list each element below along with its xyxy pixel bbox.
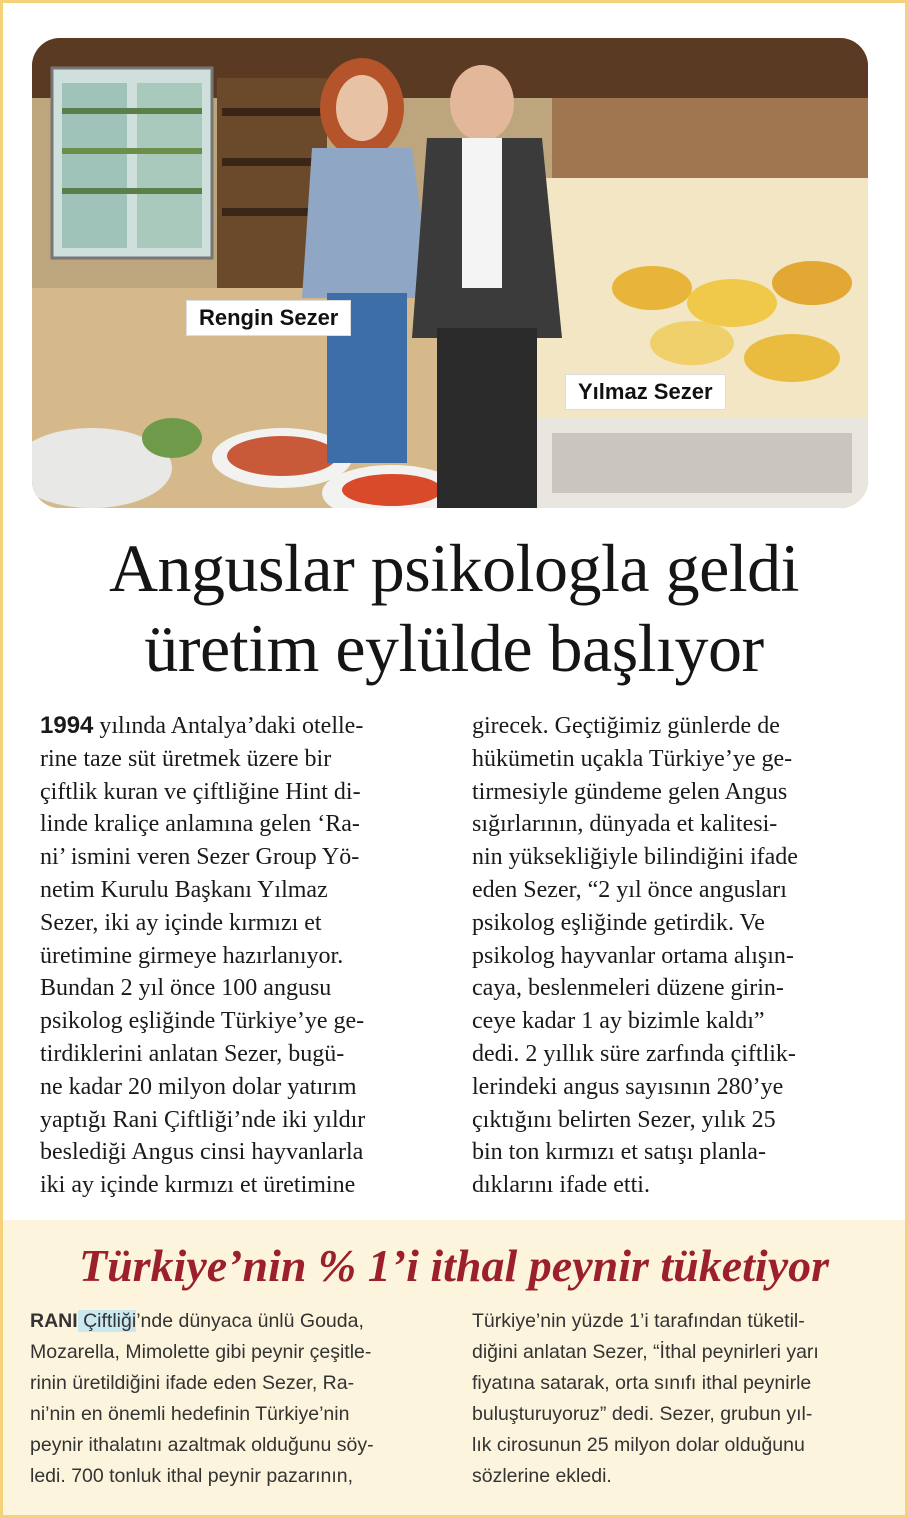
article-line: beslediği Angus cinsi hayvanlarla	[40, 1139, 364, 1166]
sidebar-line: RANI Çiftliği’nde dünyaca ünlü Gouda,	[30, 1310, 364, 1332]
article-line: bin ton kırmızı et satışı planla-	[472, 1139, 766, 1166]
article-line: sığırlarının, dünyada et kalitesi-	[472, 811, 778, 838]
article-line: ni’ ismini veren Sezer Group Yö-	[40, 844, 360, 871]
sidebar-line: lık cirosunun 25 milyon dolar olduğunu	[472, 1434, 805, 1456]
caption-rengin-sezer: Rengin Sezer	[186, 300, 351, 336]
article-line: ceye kadar 1 ay bizimle kaldı”	[472, 1008, 765, 1035]
sidebar-line: buluşturuyoruz” dedi. Sezer, grubun yıl-	[472, 1403, 813, 1425]
caption-yilmaz-sezer: Yılmaz Sezer	[565, 374, 726, 410]
sidebar-line: Türkiye’nin yüzde 1’i tarafından tüketil-	[472, 1310, 805, 1332]
article-line: rine taze süt üretmek üzere bir	[40, 745, 332, 772]
article-line: tirmesiyle gündeme gelen Angus	[472, 778, 788, 805]
article-headline	[20, 528, 888, 688]
sidebar-column-1	[30, 1306, 440, 1492]
article-line: Sezer, iki ay içinde kırmızı et	[40, 909, 322, 936]
article-line: iki ay içinde kırmızı et üretimine	[40, 1172, 356, 1199]
article-line: caya, beslenmeleri düzene girin-	[472, 975, 784, 1002]
article-line: yaptığı Rani Çiftliği’nde iki yıldır	[40, 1106, 366, 1133]
article-line: dıklarını ifade etti.	[472, 1172, 650, 1199]
headline-line-1: Anguslar psikologla geldi	[108, 530, 800, 606]
article-line: Bundan 2 yıl önce 100 angusu	[40, 975, 332, 1002]
article-line: eden Sezer, “2 yıl önce angusları	[472, 876, 787, 903]
sidebar-line: diğini anlatan Sezer, “İthal peynirleri yarı	[472, 1341, 819, 1363]
sidebar-title: Türkiye’nin % 1’i ithal peynir tüketiyor	[78, 1240, 830, 1291]
article-line: linde kraliçe anlamına gelen ‘Ra-	[40, 811, 360, 838]
article-line: hükümetin uçakla Türkiye’ye ge-	[472, 745, 793, 772]
article-column-1	[40, 710, 440, 1202]
sidebar-line: Mozarella, Mimolette gibi peynir çeşitle-	[30, 1341, 372, 1363]
article-line: çıktığını belirten Sezer, yılık 25	[472, 1106, 776, 1133]
sidebar-line: ni’nin en önemli hedefinin Türkiye’nin	[30, 1403, 350, 1425]
sidebar-line: fiyatına satarak, orta sınıfı ithal peynirle	[472, 1372, 812, 1394]
article-line: üretimine girmeye hazırlanıyor.	[40, 942, 344, 969]
sidebar-line: peynir ithalatını azaltmak olduğunu söy-	[30, 1434, 374, 1456]
sidebar-line: rinin üretildiğini ifade eden Sezer, Ra-	[30, 1372, 355, 1394]
article-line: nin yüksekliğiyle bilindiğini ifade	[472, 844, 798, 871]
article-column-2	[472, 710, 872, 1202]
article-line: lerindeki angus sayısının 280’ye	[472, 1073, 784, 1100]
photo-illustration	[32, 38, 868, 508]
sidebar-line: ledi. 700 tonluk ithal peynir pazarının,	[30, 1465, 354, 1487]
article-line: psikolog hayvanlar ortama alışın-	[472, 942, 794, 969]
article-line: 1994 yılında Antalya’daki otelle-	[40, 712, 364, 739]
article-line: psikolog eşliğinde Türkiye’ye ge-	[40, 1008, 365, 1035]
article-line: ne kadar 20 milyon dolar yatırım	[40, 1073, 357, 1100]
sidebar-lead-rest: Çiftliği	[77, 1310, 137, 1332]
article-photo	[32, 38, 868, 508]
article-line: tirdiklerini anlatan Sezer, bugü-	[40, 1040, 345, 1067]
article-line: dedi. 2 yıllık süre zarfında çiftlik-	[472, 1040, 796, 1067]
headline-line-2: üretim eylülde başlıyor	[144, 610, 764, 686]
sidebar-column-2	[472, 1306, 882, 1492]
article-line: psikolog eşliğinde getirdik. Ve	[472, 909, 765, 936]
sidebar-lead: RANI	[30, 1310, 78, 1332]
article-line: çiftlik kuran ve çiftliğine Hint di-	[40, 778, 361, 805]
article-line: netim Kurulu Başkanı Yılmaz	[40, 876, 328, 903]
sidebar-line: sözlerine ekledi.	[472, 1465, 612, 1487]
article-line: girecek. Geçtiğimiz günlerde de	[472, 713, 780, 739]
article-lead: 1994	[40, 712, 94, 739]
